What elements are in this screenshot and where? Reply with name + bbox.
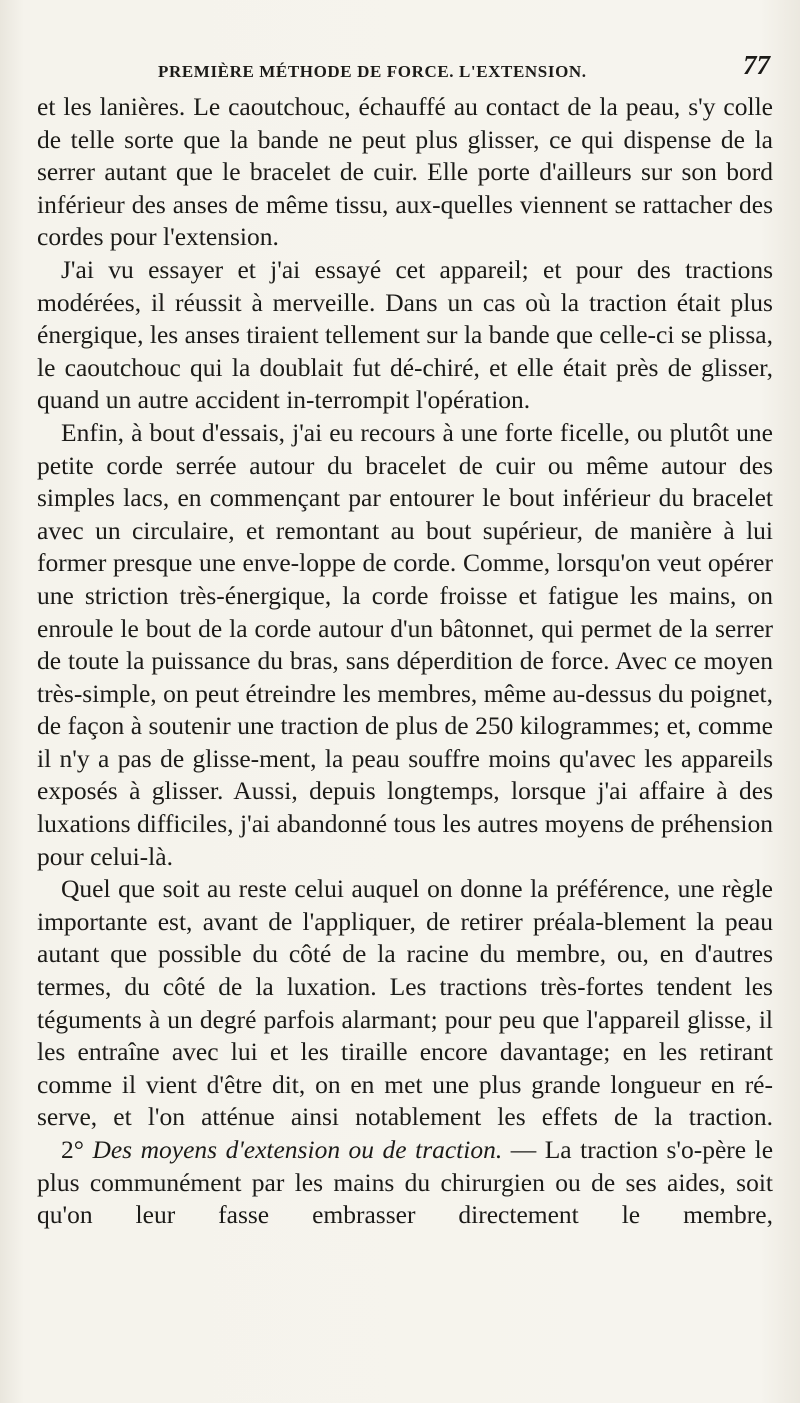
running-head: PREMIÈRE MÉTHODE DE FORCE. L'EXTENSION. [158, 62, 587, 81]
section-number: 2° [61, 1135, 84, 1164]
page-number: 77 [743, 50, 770, 80]
paragraph-3: Enfin, à bout d'essais, j'ai eu recours à une forte ficelle, ou plutôt une petite corde serrée autour du bracelet de cuir ou même autour des simples lacs, en commençant par entourer le bout inférieur du bracelet avec un circulaire, et remontant au bout supérieur, de manière à lui former presque une enve-loppe de corde. Comme, lorsqu'on veut opérer une striction très-énergique, la corde froisse et fatigue les mains, on enroule le bout de la corde autour d'un bâtonnet, qui permet de la serrer de toute la puissance du bras, sans déperdition de force. Avec ce moyen très-simple, on peut étreindre les membres, même au-dessus du poignet, de façon à soutenir une traction de plus de 250 kilogrammes; et, comme il n'y a pas de glisse-ment, la peau souffre moins qu'avec les appareils exposés à glisser. Aussi, depuis longtemps, lorsque j'ai affaire à des luxations difficiles, j'ai abandonné tous les autres moyens de préhension pour celui-là. [37, 417, 773, 871]
paragraph-1: et les lanières. Le caoutchouc, échauffé au contact de la peau, s'y colle de telle sorte que la bande ne peut plus glisser, ce qui dispense de la serrer autant que le bracelet de cuir. Elle porte d'ailleurs sur son bord inférieur des anses de même tissu, aux-quelles viennent se rattacher des cordes pour l'extension. [37, 92, 773, 252]
paragraph-4: Quel que soit au reste celui auquel on donne la préférence, une règle importante est, avant de l'appliquer, de retirer préala-blement la peau autant que possible du côté de la racine du membre, ou, en d'autres termes, du côté de la luxation. Les tractions très-fortes tendent les téguments à un degré parfois alarmant; pour peu que l'appareil glisse, il les entraîne avec lui et les tiraille encore davantage; en les retirant comme il vient d'être dit, on en met une plus grande longueur en ré-serve, et l'on atténue ainsi notablement les effets de la traction. [37, 874, 773, 1132]
paragraph-2: J'ai vu essayer et j'ai essayé cet appareil; et pour des tractions modérées, il réussit à merveille. Dans un cas où la traction était plus énergique, les anses tiraient tellement sur la bande que celle-ci se plissa, le caoutchouc qui la doublait fut dé-chiré, et elle était près de glisser, quand un autre accident in-terrompit l'opération. [37, 254, 773, 415]
paragraph-5 [37, 1134, 773, 1232]
page-header [36, 50, 770, 90]
section-text: — La traction s'o-père le plus communément par les mains du chirurgien ou de ses aides, soit qu'on leur fasse embrasser directement le membre, [37, 1135, 774, 1230]
body-text [37, 91, 773, 1232]
section-title: Des moyens d'extension ou de traction. [92, 1135, 503, 1164]
